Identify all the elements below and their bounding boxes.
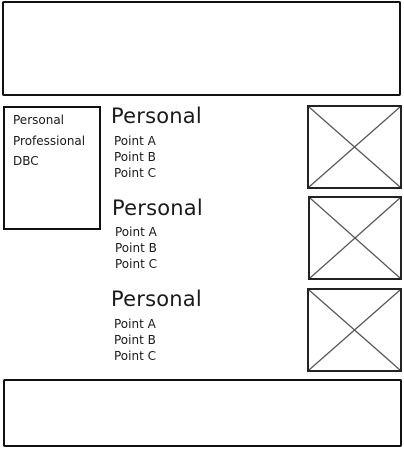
footer-placeholder — [3, 379, 402, 447]
section-title: Personal — [111, 287, 202, 311]
section-point: Point A — [114, 317, 156, 331]
section-point: Point B — [114, 333, 156, 347]
sidebar-nav — [3, 106, 101, 230]
header-placeholder — [2, 1, 401, 96]
image-placeholder-icon — [307, 105, 402, 189]
sidebar-item-professional[interactable]: Professional — [13, 134, 86, 148]
image-placeholder-icon — [308, 196, 402, 280]
section-point: Point B — [114, 150, 156, 164]
section-point: Point C — [115, 257, 157, 271]
section-point: Point A — [114, 134, 156, 148]
sidebar-item-personal[interactable]: Personal — [13, 113, 65, 127]
sidebar-item-dbc[interactable]: DBC — [13, 154, 39, 168]
section-title: Personal — [111, 104, 202, 128]
section-title: Personal — [112, 196, 203, 220]
section-point: Point C — [114, 166, 156, 180]
section-point: Point B — [115, 241, 157, 255]
section-point: Point C — [114, 349, 156, 363]
image-placeholder-icon — [307, 288, 402, 372]
section-point: Point A — [115, 225, 157, 239]
